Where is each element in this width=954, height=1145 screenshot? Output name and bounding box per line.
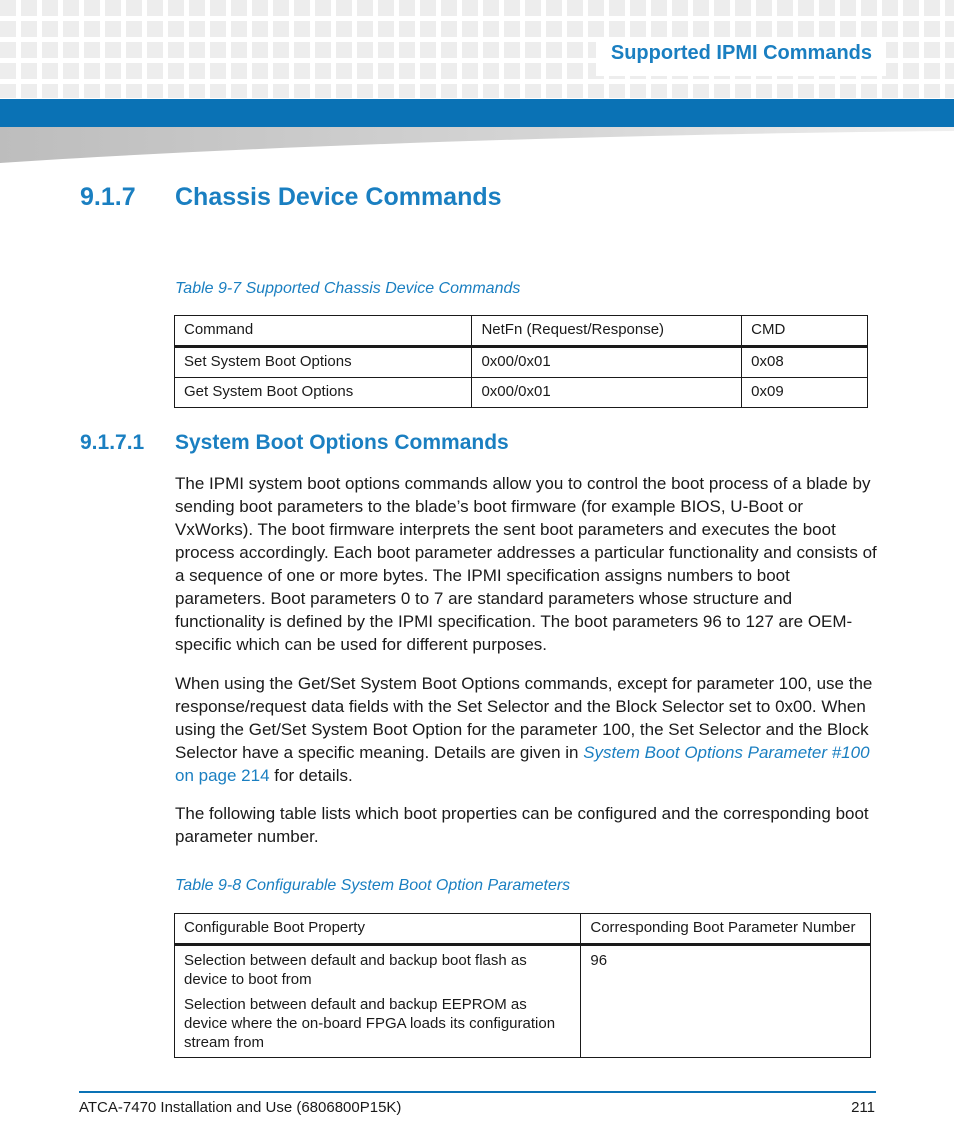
footer-document-title: ATCA-7470 Installation and Use (6806800P15K): [79, 1099, 402, 1116]
header-boot-property: Configurable Boot Property: [175, 914, 581, 945]
section-heading: [80, 183, 502, 212]
cell-cmd: 0x08: [742, 347, 868, 378]
header-gray-swoosh: [0, 127, 954, 165]
section-title: Chassis Device Commands: [175, 183, 502, 211]
table-row: [175, 347, 868, 378]
cell-boot-property: [175, 945, 581, 1058]
chassis-commands-table: [174, 315, 868, 408]
section-number: 9.1.7: [80, 183, 136, 211]
subsection-title: System Boot Options Commands: [175, 431, 509, 454]
table-caption-9-7: Table 9-7 Supported Chassis Device Commands: [175, 280, 521, 297]
paragraph-table-intro: The following table lists which boot properties can be configured and the corresponding boot parameter number.: [175, 804, 869, 846]
table-header-row: [175, 316, 868, 347]
cell-netfn: 0x00/0x01: [472, 347, 742, 378]
cell-command: Set System Boot Options: [175, 347, 472, 378]
paragraph-boot-options-intro: The IPMI system boot options commands allow you to control the boot process of a blade by sending boot parameters to the blade’s boot firmware (for example BIOS, U-Boot or VxWorks). The boot firmware interprets the sent boot parameters and executes the boot process accordingly. Each boot parameter addresses a particular functionality and consists of a sequence of one or more bytes. The IPMI specification assigns numbers to boot parameters. Boot parameters 0 to 7 are standard parameters whose structure and functionality is defined by the IPMI specification. The boot parameters 96 to 127 are OEM-specific which can be used for different purposes.: [175, 474, 877, 654]
footer-rule: [79, 1091, 876, 1093]
footer-page-number: 211: [851, 1099, 875, 1116]
table-header-row: [175, 914, 871, 945]
header-command: Command: [175, 316, 472, 347]
table-row: [175, 378, 868, 408]
cross-reference-link-page[interactable]: on page 214: [175, 766, 270, 785]
boot-property-flash: Selection between default and backup boot flash as device to boot from: [184, 952, 527, 988]
cell-command: Get System Boot Options: [175, 378, 472, 408]
subsection-heading: [80, 431, 509, 455]
header-blue-band: [0, 99, 954, 127]
boot-option-parameters-table: [174, 913, 871, 1058]
boot-property-eeprom: Selection between default and backup EEPROM as device where the on-board FPGA loads its configuration stream from: [184, 996, 556, 1051]
header-netfn: NetFn (Request/Response): [472, 316, 742, 347]
table-row: [175, 945, 871, 1058]
paragraph-selectors: [175, 672, 877, 787]
header-parameter-number: Corresponding Boot Parameter Number: [581, 914, 871, 945]
cross-reference-link-title[interactable]: System Boot Options Parameter #100: [583, 743, 870, 762]
subsection-number: 9.1.7.1: [80, 431, 145, 454]
paragraph-selectors-end: for details.: [269, 766, 353, 785]
cell-cmd: 0x09: [742, 378, 868, 408]
cell-netfn: 0x00/0x01: [472, 378, 742, 408]
running-header-title: Supported IPMI Commands: [610, 42, 872, 64]
table-caption-9-8: Table 9-8 Configurable System Boot Option Parameters: [175, 877, 571, 894]
paragraph-selectors-text: When using the Get/Set System Boot Options commands, except for parameter 100, use the response/request data fields with the Set Selector and the Block Selector set to 0x00. When using the Get/Set System Boot Option for the parameter 100, the Set Selector and the Block Selector have a specific meaning. Details are given in: [175, 674, 873, 762]
cell-parameter-number: 96: [581, 945, 871, 1058]
header-cmd: CMD: [742, 316, 868, 347]
